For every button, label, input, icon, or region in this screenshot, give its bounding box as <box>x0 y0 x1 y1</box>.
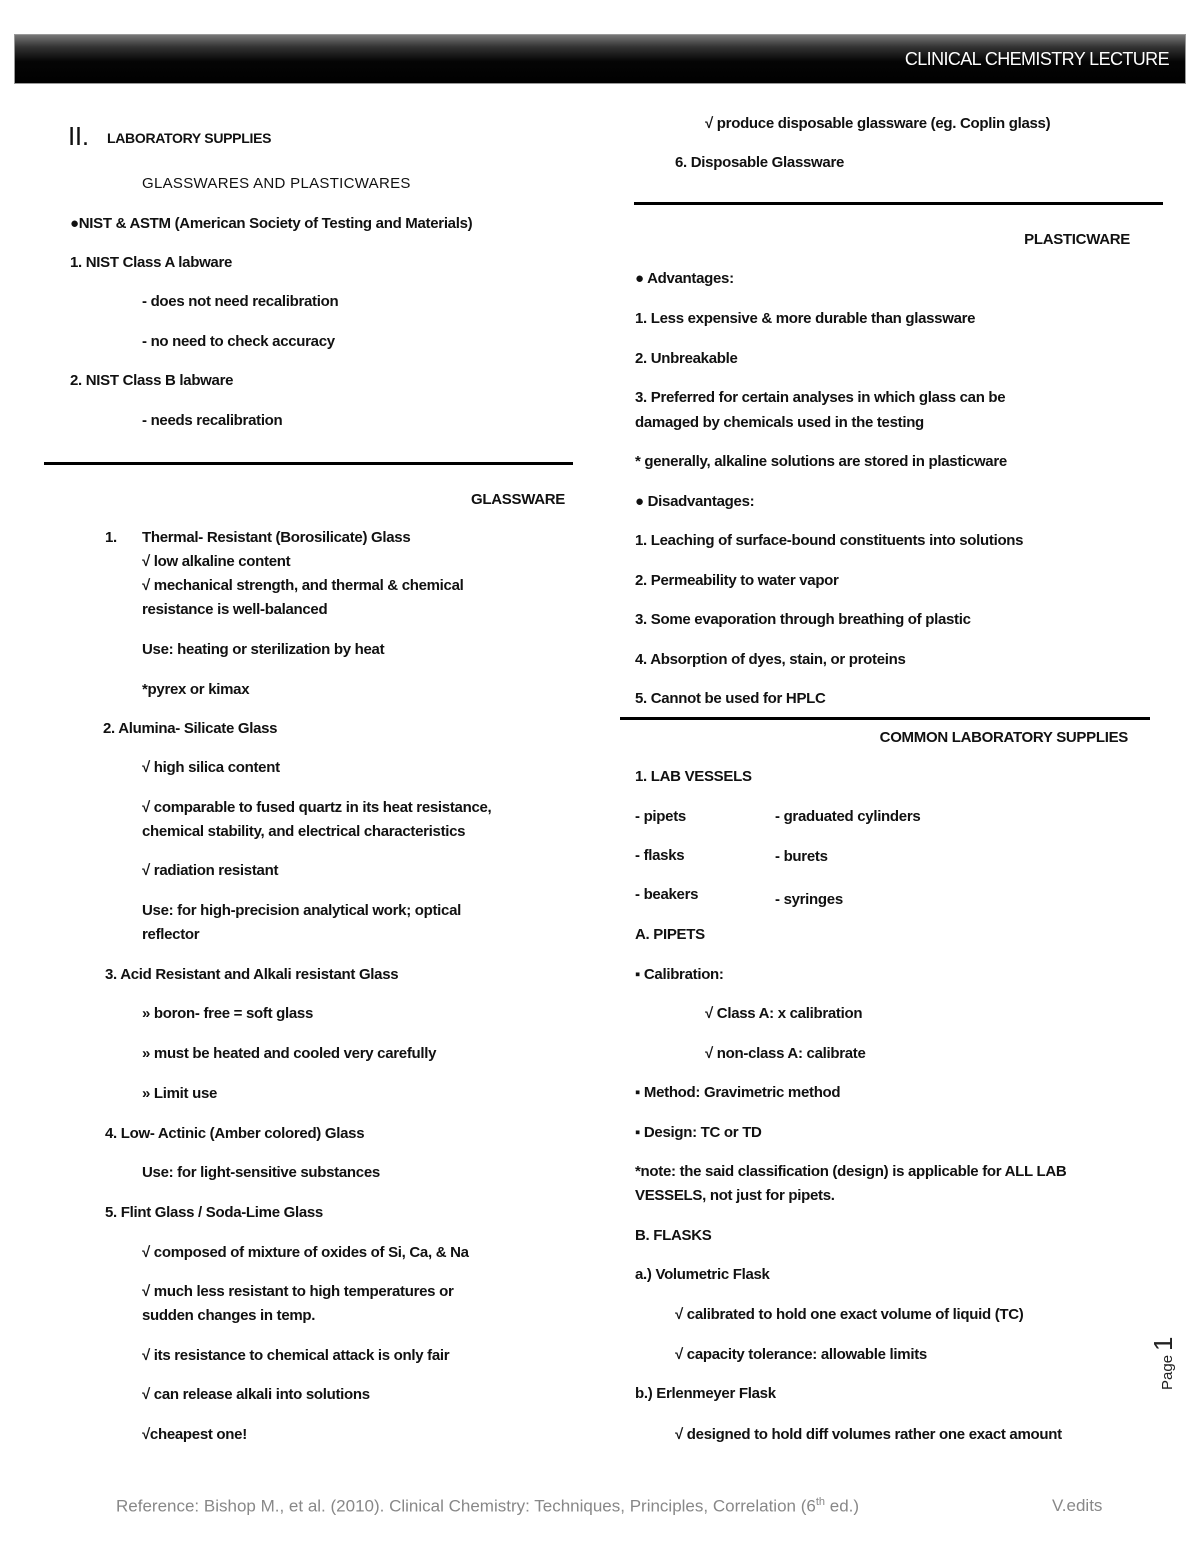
text-line: - needs recalibration <box>142 412 283 429</box>
text-line: *pyrex or kimax <box>142 681 250 698</box>
text-line: ●NIST & ASTM (American Society of Testing and Materials) <box>70 215 473 232</box>
text-line: » Limit use <box>142 1085 218 1102</box>
text-line: - burets <box>775 848 828 865</box>
divider <box>44 462 573 465</box>
page-number-value: 1 <box>1148 1336 1178 1351</box>
text-line: √ capacity tolerance: allowable limits <box>675 1346 927 1363</box>
text-line: ▪ Calibration: <box>635 966 724 983</box>
text-line: √ comparable to fused quartz in its heat resistance, <box>142 799 492 816</box>
text-line: 6. Disposable Glassware <box>675 154 845 171</box>
text-line: 1. <box>105 529 117 546</box>
text-line: √ calibrated to hold one exact volume of liquid (TC) <box>675 1306 1024 1323</box>
text-line: 5. Flint Glass / Soda-Lime Glass <box>105 1204 323 1221</box>
text-line: √ produce disposable glassware (eg. Coplin glass) <box>705 115 1051 132</box>
text-line: * generally, alkaline solutions are stored in plasticware <box>635 453 1007 470</box>
divider <box>620 717 1150 720</box>
text-line: - graduated cylinders <box>775 808 921 825</box>
text-line: √ non-class A: calibrate <box>705 1045 866 1062</box>
text-line: - syringes <box>775 891 843 908</box>
text-line: *note: the said classification (design) is applicable for ALL LAB <box>635 1163 1067 1180</box>
text-line: 1. NIST Class A labware <box>70 254 233 271</box>
text-line: - no need to check accuracy <box>142 333 335 350</box>
text-line: 4. Low- Actinic (Amber colored) Glass <box>105 1125 365 1142</box>
text-line: - flasks <box>635 847 685 864</box>
text-line: √ designed to hold diff volumes rather one exact amount <box>675 1426 1062 1443</box>
text-line: 5. Cannot be used for HPLC <box>635 690 826 707</box>
section-heading: COMMON LABORATORY SUPPLIES <box>879 729 1128 746</box>
divider <box>634 202 1163 205</box>
text-line: ▪ Design: TC or TD <box>635 1124 762 1141</box>
text-line: 1. Leaching of surface-bound constituents into solutions <box>635 532 1024 549</box>
text-line: » boron- free = soft glass <box>142 1005 313 1022</box>
text-line: 2. Unbreakable <box>635 350 738 367</box>
text-line: √ mechanical strength, and thermal & chemical <box>142 577 464 594</box>
text-line: 2. Alumina- Silicate Glass <box>103 720 278 737</box>
text-line: b.) Erlenmeyer Flask <box>635 1385 776 1402</box>
footer-author: V.edits <box>1052 1496 1103 1515</box>
text-line: chemical stability, and electrical characteristics <box>142 823 466 840</box>
section-heading: GLASSWARE <box>471 491 565 508</box>
text-line: ▪ Method: Gravimetric method <box>635 1084 841 1101</box>
footer-reference <box>116 1496 859 1517</box>
text-line: sudden changes in temp. <box>142 1307 316 1324</box>
text-line: √ can release alkali into solutions <box>142 1386 370 1403</box>
reference-end: ed.) <box>825 1496 860 1516</box>
text-line: 1. LAB VESSELS <box>635 768 752 785</box>
text-line: √ much less resistant to high temperatures or <box>142 1283 454 1300</box>
section-title: LABORATORY SUPPLIES <box>107 130 272 146</box>
header-title: CLINICAL CHEMISTRY LECTURE <box>904 49 1169 69</box>
text-line: √ composed of mixture of oxides of Si, Ca, & Na <box>142 1244 469 1261</box>
section-numeral: II. <box>68 121 89 151</box>
text-line: 3. Preferred for certain analyses in which glass can be <box>635 389 1006 406</box>
text-line: » must be heated and cooled very carefully <box>142 1045 437 1062</box>
text-line: Use: for light-sensitive substances <box>142 1164 380 1181</box>
text-line: Thermal- Resistant (Borosilicate) Glass <box>142 529 411 546</box>
text-line: √ low alkaline content <box>142 553 291 570</box>
text-line: - does not need recalibration <box>142 293 339 310</box>
section-heading: PLASTICWARE <box>1024 231 1130 248</box>
text-line: √ Class A: x calibration <box>705 1005 863 1022</box>
section-subtitle: GLASSWARES AND PLASTICWARES <box>142 175 411 192</box>
text-line: reflector <box>142 926 200 943</box>
text-line: - pipets <box>635 808 686 825</box>
reference-sup: th <box>815 1496 826 1508</box>
text-line: A. PIPETS <box>635 926 705 943</box>
text-line: Use: heating or sterilization by heat <box>142 641 385 658</box>
text-line: √ radiation resistant <box>142 862 279 879</box>
text-line: ● Disadvantages: <box>635 493 755 510</box>
text-line: damaged by chemicals used in the testing <box>635 414 924 431</box>
header-banner <box>14 34 1186 84</box>
text-line: 2. NIST Class B labware <box>70 372 234 389</box>
text-line: VESSELS, not just for pipets. <box>635 1187 835 1204</box>
text-line: ● Advantages: <box>635 270 734 287</box>
text-line: √cheapest one! <box>142 1426 247 1443</box>
page-number <box>1148 1336 1179 1390</box>
text-line: - beakers <box>635 886 699 903</box>
text-line: 2. Permeability to water vapor <box>635 572 839 589</box>
text-line: 3. Some evaporation through breathing of plastic <box>635 611 971 628</box>
text-line: 4. Absorption of dyes, stain, or proteins <box>635 651 906 668</box>
text-line: 1. Less expensive & more durable than glassware <box>635 310 976 327</box>
text-line: a.) Volumetric Flask <box>635 1266 770 1283</box>
reference-text: Reference: Bishop M., et al. (2010). Clinical Chemistry: Techniques, Principles, Correlation (6 <box>116 1496 816 1516</box>
page-label: Page <box>1159 1354 1176 1390</box>
text-line: Use: for high-precision analytical work; optical <box>142 902 461 919</box>
text-line: √ its resistance to chemical attack is only fair <box>142 1347 450 1364</box>
text-line: B. FLASKS <box>635 1227 712 1244</box>
text-line: √ high silica content <box>142 759 280 776</box>
text-line: 3. Acid Resistant and Alkali resistant Glass <box>105 966 399 983</box>
text-line: resistance is well-balanced <box>142 601 328 618</box>
